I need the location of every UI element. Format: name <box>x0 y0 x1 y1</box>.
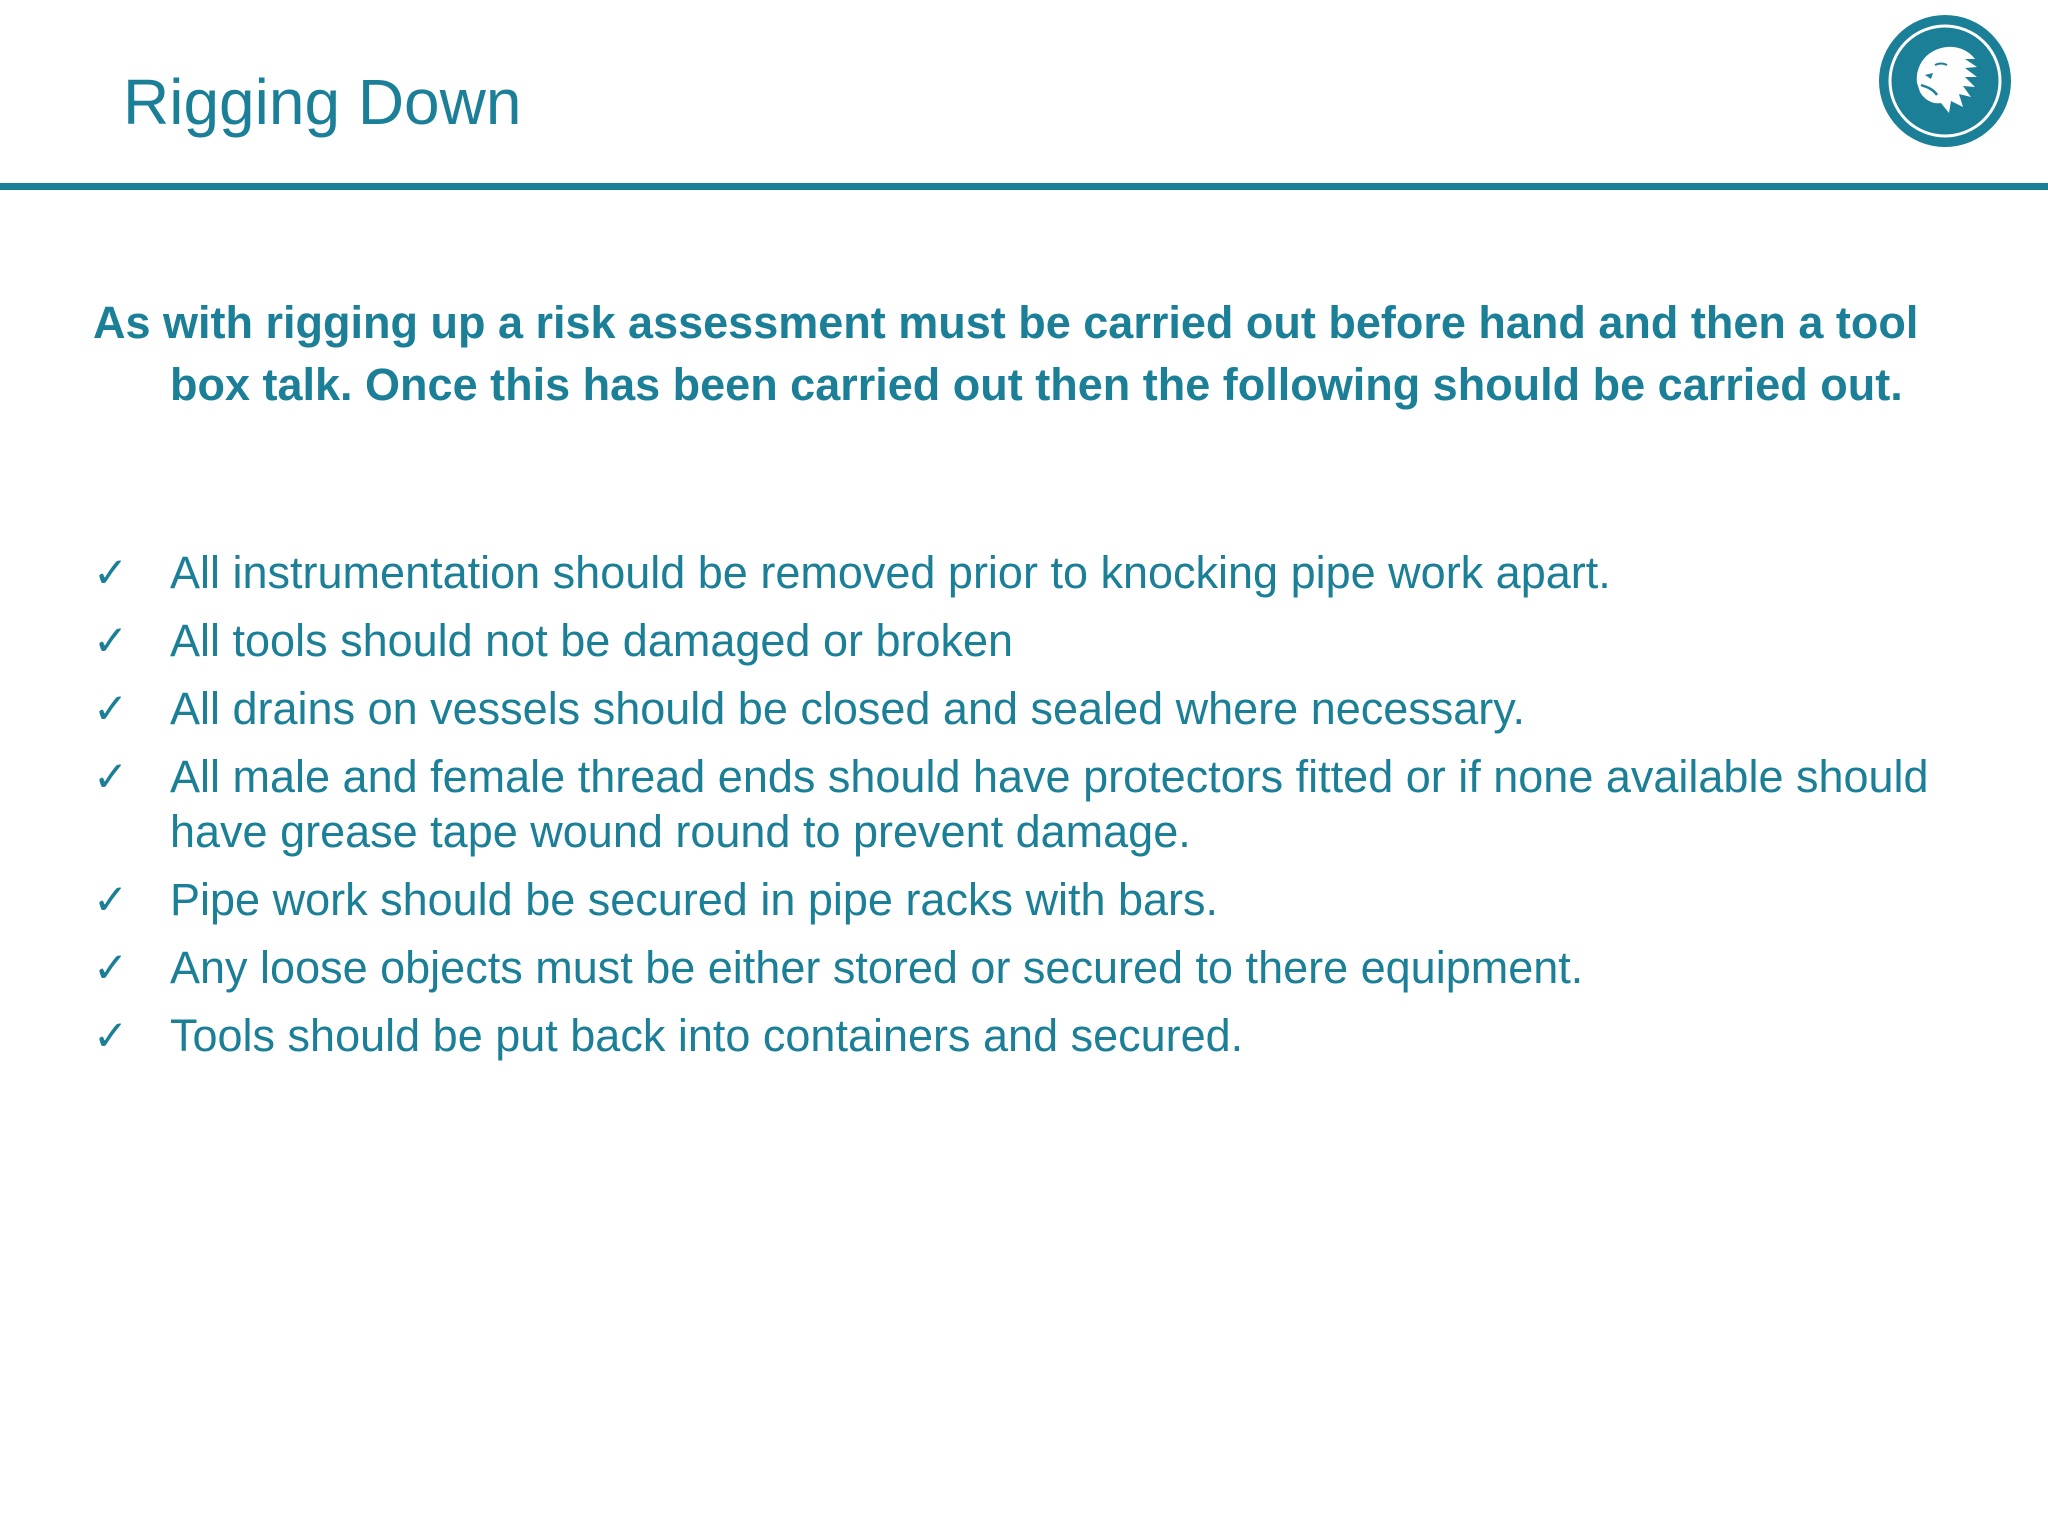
check-icon: ✓ <box>93 943 129 992</box>
checklist-item <box>93 1008 1973 1063</box>
title-divider <box>0 183 2048 190</box>
checklist-item-text: Tools should be put back into containers and secured. <box>170 1010 1244 1061</box>
intro-paragraph: As with rigging up a risk assessment must be carried out before hand and then a tool box talk. Once this has been carried out then the following should be carried out. <box>93 297 1919 410</box>
check-icon: ✓ <box>93 548 129 597</box>
checklist-item-text: Any loose objects must be either stored or secured to there equipment. <box>170 942 1584 993</box>
checklist-item <box>93 681 1973 736</box>
checklist-item <box>93 872 1973 927</box>
checklist-item-text: Pipe work should be secured in pipe racks with bars. <box>170 874 1219 925</box>
checklist-item-text: All drains on vessels should be closed and sealed where necessary. <box>170 683 1525 734</box>
check-icon: ✓ <box>93 752 129 801</box>
checklist-item <box>93 545 1973 600</box>
slide-title: Rigging Down <box>123 66 522 138</box>
check-icon: ✓ <box>93 875 129 924</box>
checklist-item-text: All tools should not be damaged or broken <box>170 615 1014 666</box>
checklist-item <box>93 613 1973 668</box>
check-icon: ✓ <box>93 684 129 733</box>
check-icon: ✓ <box>93 1011 129 1060</box>
check-icon: ✓ <box>93 616 129 665</box>
checklist-item <box>93 749 1973 859</box>
lion-head-icon <box>1877 13 2013 149</box>
checklist-item-text: All male and female thread ends should have protectors fitted or if none available should have grease tape wound round to prevent damage. <box>170 751 1929 857</box>
checklist <box>93 545 1973 1076</box>
checklist-item-text: All instrumentation should be removed prior to knocking pipe work apart. <box>170 547 1611 598</box>
checklist-item <box>93 940 1973 995</box>
